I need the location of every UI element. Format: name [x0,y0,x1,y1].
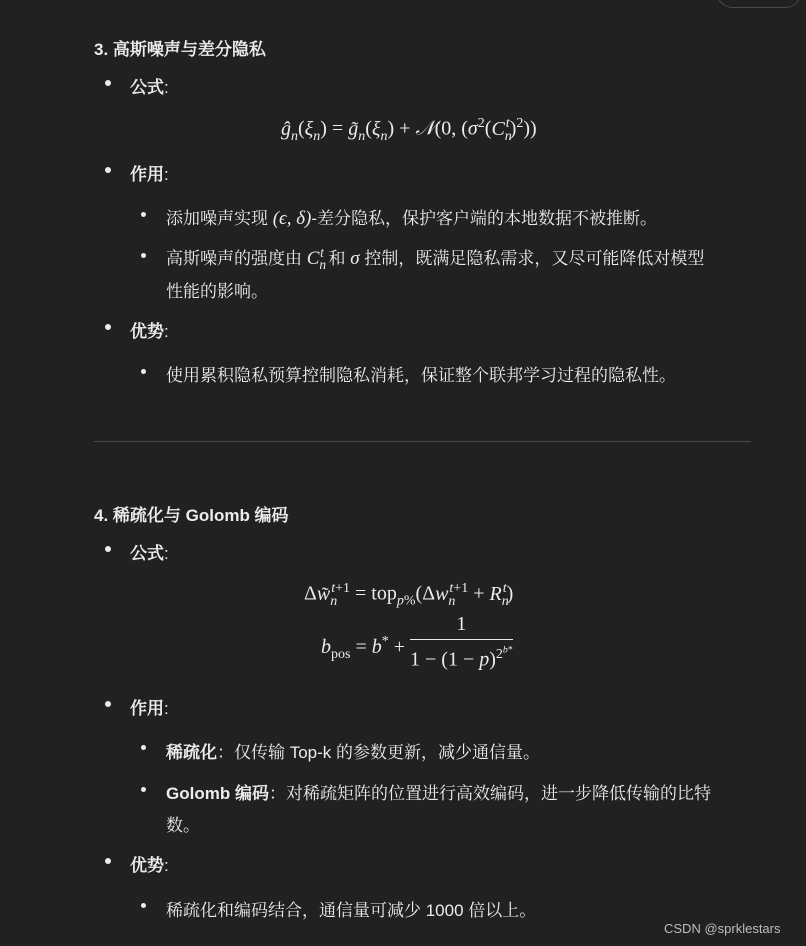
bullet [141,745,146,750]
top-right-button[interactable] [716,0,802,8]
section3-effect-label: 作用: [130,165,169,184]
section4-adv-item1: 稀疏化和编码结合，通信量可减少 1000 倍以上。 [166,901,537,920]
bullet [141,903,146,908]
section4-title: 4. 稀疏化与 Golomb 编码 [94,506,289,525]
section4-formula-label: 公式: [130,544,169,563]
bullet [105,167,111,173]
bullet [105,858,111,864]
section4-effect-item2: Golomb 编码：对稀疏矩阵的位置进行高效编码，进一步降低传输的比特 [166,784,711,803]
section4-effect-label: 作用: [130,699,169,718]
section4-effect-item1: 稀疏化：仅传输 Top-k 的参数更新，减少通信量。 [166,743,541,762]
section3-effect-item1: 添加噪声实现 (ϵ, δ)-差分隐私，保护客户端的本地数据不被推断。 [166,208,658,229]
bullet [141,369,146,374]
bullet [105,324,111,330]
section4-formula-2: $b_{pos} = b^*$ + $\frac{1}{1 - (1 - p)^{2^{b*}}}$ [321,613,513,671]
section3-adv-label: 优势: [130,322,169,341]
section3-effect-item2: 高斯噪声的强度由 $C_n^t$ 和 σ 控制，既满足隐私需求，又尽可能降低对模型 [166,244,705,272]
section3-title: 3. 高斯噪声与差分隐私 [94,40,266,59]
bullet [141,787,146,792]
section3-formula-label: 公式: [130,78,169,97]
bullet [105,701,111,707]
section4-formula-1: $\Delta w̃_n^{t+1} = top_{p\%}(\Delta w_n^{t+1} + R_n^t)$ [304,581,514,609]
section4-adv-label: 优势: [130,856,169,875]
section3-effect-item2-line2: 性能的影响。 [166,282,268,301]
section4-effect-item2-line2: 数。 [166,816,200,835]
bullet [105,546,111,552]
watermark: CSDN @sprklestars [664,921,781,936]
bullet [141,253,146,258]
bullet [105,80,111,86]
section3-formula: $ĝ_n(\xi_n)$ = $g̃_n(\xi_n)$ + 𝒩(0, $(\sigma^2(C_n^t)^2)$) [281,116,537,144]
bullet [141,212,146,217]
section-divider [94,441,751,442]
section3-adv-item1: 使用累积隐私预算控制隐私消耗，保证整个联邦学习过程的隐私性。 [166,366,676,385]
